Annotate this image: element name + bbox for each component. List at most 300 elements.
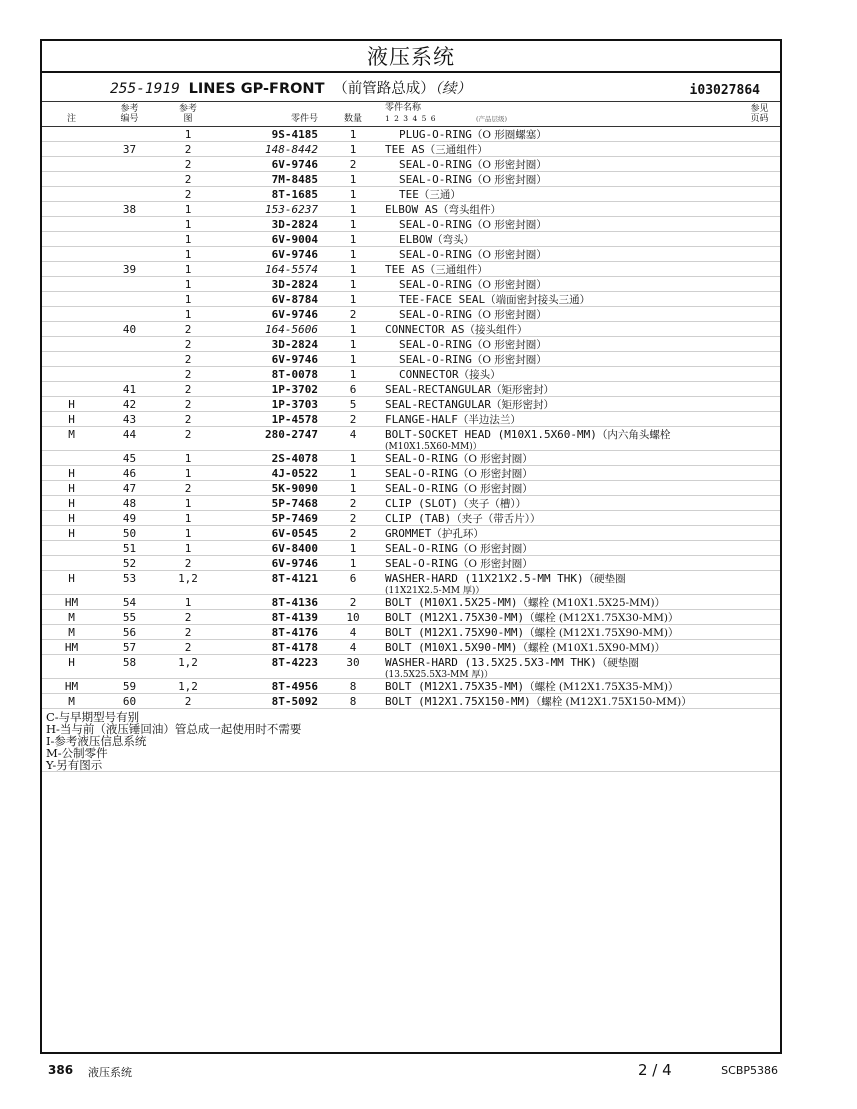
row-quantity: 2	[349, 158, 357, 171]
row-quantity: 2	[349, 497, 357, 510]
row-part-name	[385, 158, 772, 172]
row-part-name-en: TEE AS	[385, 143, 425, 156]
row-ref-number: 46	[122, 467, 137, 480]
row-ref-number: 54	[122, 596, 137, 609]
row-part-name	[385, 368, 772, 382]
row-quantity: 30	[346, 656, 360, 669]
row-part-name-en: PLUG-O-RING	[399, 128, 472, 141]
row-quantity: 1	[349, 143, 357, 156]
row-ref-number: 57	[122, 641, 137, 654]
row-part-name-zh: （夹子（带舌片））	[451, 513, 541, 525]
row-quantity: 1	[349, 557, 357, 570]
row-figure: 1	[184, 218, 192, 231]
row-part-name	[385, 557, 772, 571]
row-part-name-zh: （O 形密封圈）	[457, 483, 533, 495]
row-quantity: 1	[349, 467, 357, 480]
row-part-name	[385, 323, 772, 337]
row-part-name	[385, 512, 772, 526]
col-page-1: 参见	[750, 104, 769, 114]
row-part-name-en: CONNECTOR	[399, 368, 459, 381]
table-row	[42, 277, 780, 292]
col-name-level-note: (产品层级)	[476, 115, 508, 123]
row-part-name-zh: （夹子（槽））	[457, 498, 527, 510]
table-row	[42, 526, 780, 541]
note-item: I-参考液压信息系统	[46, 734, 147, 748]
table-row	[42, 127, 780, 142]
row-part-number: 6V-8784	[271, 293, 318, 306]
row-part-name-en: ELBOW	[399, 233, 433, 246]
row-ref-number: 44	[122, 428, 137, 441]
row-part-name-zh: （护孔环）	[431, 528, 484, 540]
row-quantity: 2	[349, 512, 357, 525]
row-figure: 2	[184, 641, 192, 654]
col-name: 零件名称	[385, 103, 422, 113]
row-ref-number: 43	[122, 413, 137, 426]
row-figure: 1,2	[178, 680, 198, 693]
table-row	[42, 157, 780, 172]
row-part-name-en: ELBOW AS	[385, 203, 438, 216]
row-part-name-en: SEAL-O-RING	[385, 482, 458, 495]
row-part-number: 5K-9090	[271, 482, 318, 495]
row-figure: 1	[184, 248, 192, 261]
row-part-name	[385, 542, 772, 556]
row-note: H	[68, 527, 75, 540]
col-page-2: 页码	[750, 114, 769, 124]
row-part-number: 153-6237	[265, 203, 318, 216]
table-row	[42, 292, 780, 307]
table-row	[42, 382, 780, 397]
table-row	[42, 337, 780, 352]
row-part-name-en: BOLT (M10X1.5X90-MM)	[385, 641, 518, 654]
row-part-name	[385, 143, 772, 157]
row-part-number: 8T-4223	[271, 656, 318, 669]
table-row	[42, 247, 780, 262]
row-part-name-zh: （O 形密封圈）	[471, 339, 547, 351]
row-part-name	[385, 218, 772, 232]
row-quantity: 1	[349, 542, 357, 555]
row-quantity: 1	[349, 452, 357, 465]
note-item: Y-另有图示	[46, 758, 103, 772]
row-ref-number: 37	[122, 143, 137, 156]
row-quantity: 6	[349, 383, 357, 396]
row-part-number: 8T-4121	[271, 572, 318, 585]
row-figure: 2	[184, 368, 192, 381]
row-figure: 2	[184, 482, 192, 495]
row-part-name-en: SEAL-O-RING	[399, 308, 472, 321]
row-ref-number: 55	[122, 611, 137, 624]
row-part-name-en: BOLT (M12X1.75X90-MM)	[385, 626, 525, 639]
row-part-name-en: SEAL-O-RING	[385, 452, 458, 465]
group-header	[42, 73, 780, 101]
row-part-name-zh: （三通）	[418, 189, 461, 201]
table-row	[42, 610, 780, 625]
row-part-name-en: BOLT (M12X1.75X35-MM)	[385, 680, 525, 693]
row-ref-number: 49	[122, 512, 137, 525]
row-figure: 1	[184, 527, 192, 540]
row-part-name-en: SEAL-O-RING	[399, 248, 472, 261]
row-part-name-zh: （矩形密封）	[490, 399, 554, 411]
row-part-name-zh: （接头组件）	[464, 324, 528, 336]
row-quantity: 8	[349, 695, 357, 708]
row-part-number: 6V-0545	[271, 527, 318, 540]
row-part-number: 8T-1685	[271, 188, 318, 201]
table-row	[42, 625, 780, 640]
col-qty: 数量	[343, 114, 362, 124]
row-note: H	[68, 572, 75, 585]
row-part-number: 5P-7468	[271, 497, 318, 510]
row-figure: 2	[184, 428, 192, 441]
row-part-name	[385, 293, 772, 307]
row-figure: 1	[184, 278, 192, 291]
table-row	[42, 496, 780, 511]
row-part-number: 2S-4078	[271, 452, 318, 465]
row-note: H	[68, 413, 75, 426]
row-part-name	[385, 641, 772, 655]
col-note: 注	[66, 114, 76, 124]
row-ref-number: 56	[122, 626, 137, 639]
table-row	[42, 307, 780, 322]
row-figure: 2	[184, 323, 192, 336]
row-quantity: 1	[349, 482, 357, 495]
row-part-name-en: WASHER-HARD (11X21X2.5-MM THK)	[385, 572, 584, 585]
row-figure: 2	[184, 143, 192, 156]
page-footer	[40, 1063, 782, 1083]
group-title	[110, 77, 471, 98]
row-part-name-en: SEAL-O-RING	[399, 218, 472, 231]
row-part-name-en: SEAL-O-RING	[399, 278, 472, 291]
row-part-name	[385, 173, 772, 187]
row-part-name-en: FLANGE-HALF	[385, 413, 458, 426]
row-quantity: 1	[349, 173, 357, 186]
row-part-name-zh: （O 形密封圈）	[457, 468, 533, 480]
row-part-name-en: BOLT (M12X1.75X150-MM)	[385, 695, 531, 708]
row-part-name	[385, 233, 772, 247]
row-part-name	[385, 278, 772, 292]
page-number: 386	[48, 1063, 74, 1077]
row-part-name-zh: （接头）	[458, 369, 501, 381]
parts-page-frame	[40, 39, 782, 1054]
col-ref-1: 参考	[120, 104, 139, 114]
row-figure: 2	[184, 353, 192, 366]
row-part-number: 6V-9746	[271, 308, 318, 321]
row-part-name	[385, 695, 772, 709]
row-part-number: 8T-4956	[271, 680, 318, 693]
row-note: H	[68, 482, 75, 495]
row-part-name-zh: （硬垫圈	[583, 573, 626, 585]
row-quantity: 1	[349, 368, 357, 381]
table-row	[42, 262, 780, 277]
row-part-name	[385, 263, 772, 277]
col-fig-1: 参考	[178, 104, 197, 114]
row-figure: 1	[184, 497, 192, 510]
row-quantity: 1	[349, 323, 357, 336]
row-part-name-en: SEAL-O-RING	[399, 158, 472, 171]
row-part-name	[385, 626, 772, 640]
row-figure: 2	[184, 626, 192, 639]
row-quantity: 10	[346, 611, 360, 624]
table-row	[42, 655, 780, 679]
row-quantity: 2	[349, 527, 357, 540]
table-row	[42, 595, 780, 610]
row-part-number: 3D-2824	[271, 338, 318, 351]
row-part-name-zh: （内六角头螺栓	[596, 429, 671, 441]
row-part-number: 5P-7469	[271, 512, 318, 525]
row-part-number: 8T-4176	[271, 626, 318, 639]
row-part-name	[385, 596, 772, 610]
row-figure: 2	[184, 188, 192, 201]
row-quantity: 2	[349, 413, 357, 426]
row-part-name	[385, 308, 772, 322]
row-ref-number: 42	[122, 398, 137, 411]
row-quantity: 5	[349, 398, 357, 411]
row-part-name-sub: (11X21X2.5-MM 厚)）	[385, 586, 485, 596]
row-part-number: 164-5606	[265, 323, 318, 336]
row-part-number: 280-2747	[265, 428, 318, 441]
row-note: H	[68, 512, 75, 525]
row-part-number: 8T-4178	[271, 641, 318, 654]
row-part-name	[385, 572, 772, 596]
row-part-name-zh: （螺栓 (M12X1.75X90-MM)）	[524, 627, 679, 639]
row-part-number: 3D-2824	[271, 278, 318, 291]
row-part-name-zh: （O 形密封圈）	[471, 309, 547, 321]
row-part-number: 148-8442	[265, 143, 318, 156]
row-figure: 2	[184, 338, 192, 351]
table-row	[42, 172, 780, 187]
row-ref-number: 53	[122, 572, 137, 585]
group-name: LINES GP-FRONT	[188, 81, 325, 97]
row-part-name-zh: （三通组件）	[424, 144, 488, 156]
group-ref-code: i03027864	[689, 83, 760, 98]
row-part-name	[385, 452, 772, 466]
row-quantity: 1	[349, 338, 357, 351]
col-ref-2: 编号	[120, 114, 139, 124]
row-note: H	[68, 656, 75, 669]
row-part-name-en: BOLT (M12X1.75X30-MM)	[385, 611, 525, 624]
row-note: HM	[64, 596, 79, 609]
row-part-name-en: SEAL-O-RING	[399, 353, 472, 366]
row-part-name-zh: （O 形密封圈）	[457, 543, 533, 555]
row-part-name-zh: （端面密封接头三通）	[485, 294, 591, 306]
row-note: M	[68, 695, 75, 708]
row-part-name-en: BOLT (M10X1.5X25-MM)	[385, 596, 518, 609]
title-bar	[42, 41, 780, 73]
row-part-name-zh: （半边法兰）	[457, 414, 521, 426]
table-row	[42, 202, 780, 217]
table-row	[42, 694, 780, 709]
note-item: H-当与前（液压锤回油）管总成一起使用时不需要	[46, 722, 302, 736]
row-quantity: 1	[349, 203, 357, 216]
table-row	[42, 367, 780, 382]
doc-code: SCBP5386	[721, 1064, 778, 1077]
row-part-name-zh: （螺栓 (M12X1.75X150-MM)）	[530, 696, 692, 708]
row-part-name	[385, 527, 772, 541]
row-part-name-en: TEE AS	[385, 263, 425, 276]
row-quantity: 1	[349, 218, 357, 231]
row-part-name-zh: （O 形圈螺塞）	[471, 129, 547, 141]
table-row	[42, 217, 780, 232]
row-part-number: 1P-3703	[271, 398, 318, 411]
row-part-name-en: SEAL-O-RING	[399, 338, 472, 351]
row-note: M	[68, 626, 75, 639]
row-ref-number: 58	[122, 656, 137, 669]
row-part-name-zh: （O 形密封圈）	[471, 159, 547, 171]
table-row	[42, 352, 780, 367]
footer-section: 液压系统	[88, 1066, 132, 1079]
section-title: 液压系统	[367, 45, 455, 69]
row-figure: 1	[184, 596, 192, 609]
row-ref-number: 59	[122, 680, 137, 693]
col-fig-2: 图	[183, 114, 193, 124]
row-part-name-zh: （螺栓 (M10X1.5X90-MM)）	[517, 642, 666, 654]
row-part-number: 8T-0078	[271, 368, 318, 381]
row-part-name	[385, 611, 772, 625]
row-figure: 2	[184, 611, 192, 624]
row-part-name	[385, 248, 772, 262]
row-part-name	[385, 398, 772, 412]
row-quantity: 1	[349, 353, 357, 366]
row-part-name-zh: （O 形密封圈）	[457, 453, 533, 465]
row-part-name-sub: (M10X1.5X60-MM)）	[385, 442, 482, 452]
row-ref-number: 48	[122, 497, 137, 510]
row-figure: 2	[184, 413, 192, 426]
row-part-number: 6V-9746	[271, 248, 318, 261]
row-part-name	[385, 188, 772, 202]
row-part-name-zh: （O 形密封圈）	[471, 219, 547, 231]
table-row	[42, 556, 780, 571]
row-part-number: 164-5574	[265, 263, 318, 276]
page-count: 2 / 4	[638, 1061, 672, 1079]
row-part-name-en: SEAL-O-RING	[385, 542, 458, 555]
row-quantity: 4	[349, 641, 357, 654]
notes-legend	[42, 709, 780, 772]
row-figure: 1	[184, 308, 192, 321]
row-part-number: 6V-9746	[271, 158, 318, 171]
row-part-number: 8T-4136	[271, 596, 318, 609]
row-ref-number: 45	[122, 452, 137, 465]
row-ref-number: 40	[122, 323, 137, 336]
row-figure: 1	[184, 542, 192, 555]
row-figure: 2	[184, 557, 192, 570]
table-row	[42, 322, 780, 337]
row-note: HM	[64, 641, 79, 654]
group-name-zh: （前管路总成）	[333, 81, 435, 97]
row-part-name-en: TEE	[399, 188, 419, 201]
row-ref-number: 38	[122, 203, 137, 216]
row-part-name-en: TEE-FACE SEAL	[399, 293, 486, 306]
row-part-name-en: BOLT-SOCKET HEAD (M10X1.5X60-MM)	[385, 428, 597, 441]
row-quantity: 1	[349, 128, 357, 141]
row-quantity: 6	[349, 572, 357, 585]
table-row	[42, 427, 780, 451]
row-ref-number: 47	[122, 482, 137, 495]
row-figure: 1	[184, 263, 192, 276]
row-quantity: 4	[349, 626, 357, 639]
row-part-name	[385, 203, 772, 217]
row-part-name-en: GROMMET	[385, 527, 432, 540]
table-row	[42, 397, 780, 412]
row-quantity: 1	[349, 293, 357, 306]
table-row	[42, 481, 780, 496]
row-note: M	[68, 428, 75, 441]
row-part-name-en: SEAL-RECTANGULAR	[385, 383, 491, 396]
note-item: C-与早期型号有别	[46, 710, 140, 724]
row-part-number: 1P-4578	[271, 413, 318, 426]
row-part-number: 9S-4185	[271, 128, 318, 141]
row-part-name	[385, 680, 772, 694]
column-header	[42, 101, 780, 127]
row-figure: 1,2	[178, 572, 198, 585]
row-figure: 1	[184, 128, 192, 141]
row-part-name-sub: (13.5X25.5X3-MM 厚)）	[385, 670, 493, 680]
row-part-name-zh: （三通组件）	[424, 264, 488, 276]
row-part-name-zh: （O 形密封圈）	[457, 558, 533, 570]
row-quantity: 2	[349, 308, 357, 321]
row-figure: 1	[184, 293, 192, 306]
row-part-name-en: SEAL-O-RING	[399, 173, 472, 186]
row-part-name-zh: （硬垫圈	[596, 657, 639, 669]
table-row	[42, 451, 780, 466]
row-figure: 2	[184, 158, 192, 171]
row-part-name-en: CLIP (SLOT)	[385, 497, 458, 510]
row-quantity: 1	[349, 188, 357, 201]
row-figure: 2	[184, 173, 192, 186]
row-figure: 1,2	[178, 656, 198, 669]
row-quantity: 1	[349, 263, 357, 276]
row-part-name	[385, 413, 772, 427]
table-row	[42, 187, 780, 202]
row-part-number: 6V-8400	[271, 542, 318, 555]
row-part-number: 7M-8485	[271, 173, 318, 186]
row-figure: 2	[184, 695, 192, 708]
row-quantity: 8	[349, 680, 357, 693]
table-row	[42, 466, 780, 481]
row-quantity: 1	[349, 248, 357, 261]
row-part-name-en: WASHER-HARD (13.5X25.5X3-MM THK)	[385, 656, 597, 669]
group-continued: （续）	[434, 81, 471, 97]
row-part-name	[385, 482, 772, 496]
row-quantity: 2	[349, 596, 357, 609]
row-part-name	[385, 497, 772, 511]
row-part-name-en: SEAL-RECTANGULAR	[385, 398, 491, 411]
group-part-number: 255-1919	[110, 81, 180, 97]
row-part-name-zh: （弯头组件）	[437, 204, 501, 216]
row-part-name-zh: （O 形密封圈）	[471, 354, 547, 366]
row-part-name-zh: （O 形密封圈）	[471, 174, 547, 186]
row-ref-number: 50	[122, 527, 137, 540]
row-part-number: 3D-2824	[271, 218, 318, 231]
table-row	[42, 412, 780, 427]
row-figure: 1	[184, 203, 192, 216]
row-part-name-zh: （螺栓 (M12X1.75X30-MM)）	[524, 612, 679, 624]
row-figure: 2	[184, 398, 192, 411]
row-part-name-en: CONNECTOR AS	[385, 323, 465, 336]
row-ref-number: 41	[122, 383, 137, 396]
row-note: HM	[64, 680, 79, 693]
row-part-name	[385, 656, 772, 680]
row-part-name-en: SEAL-O-RING	[385, 467, 458, 480]
row-part-number: 8T-4139	[271, 611, 318, 624]
row-part-name-zh: （螺栓 (M10X1.5X25-MM)）	[517, 597, 666, 609]
row-part-name	[385, 383, 772, 397]
col-name-levels: 1 2 3 4 5 6	[385, 114, 437, 123]
table-row	[42, 511, 780, 526]
table-row	[42, 679, 780, 694]
row-note: H	[68, 398, 75, 411]
row-part-name-zh: （弯头）	[432, 234, 475, 246]
col-part: 零件号	[290, 114, 318, 124]
row-part-number: 4J-0522	[271, 467, 318, 480]
row-note: H	[68, 467, 75, 480]
